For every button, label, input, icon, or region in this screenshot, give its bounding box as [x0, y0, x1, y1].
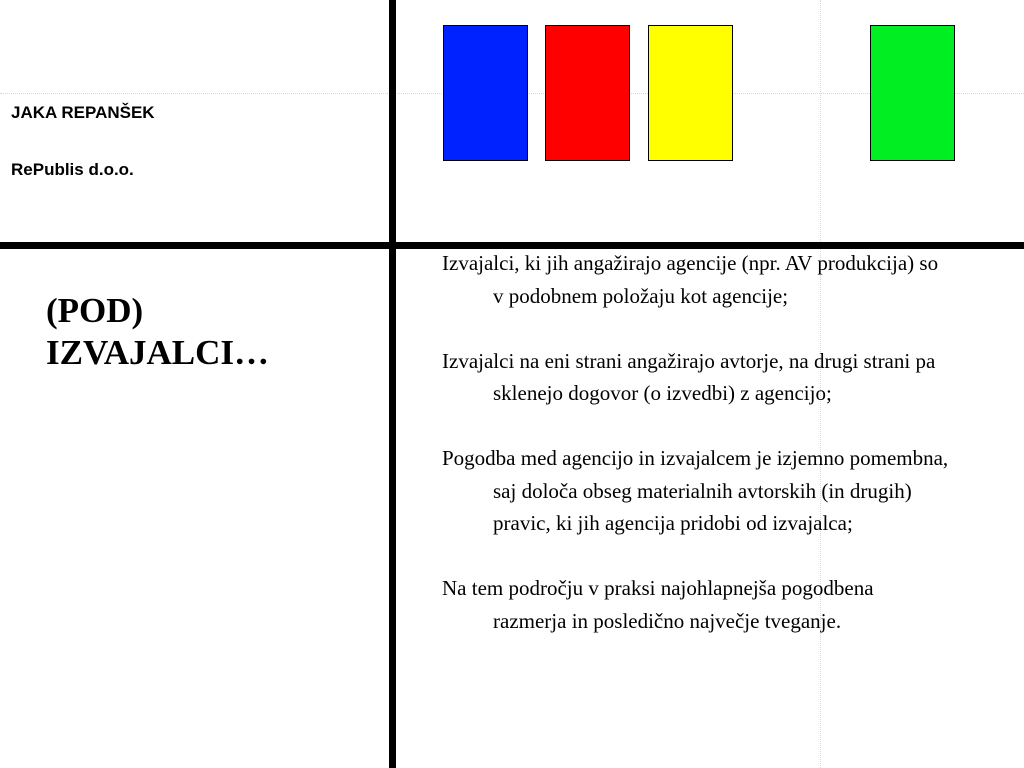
green-swatch — [870, 25, 955, 161]
author-name: JAKA REPANŠEK — [11, 103, 155, 122]
bullet-item: Izvajalci na eni strani angažirajo avtorje, na drugi strani pa sklenejo dogovor (o izvedbi) z agencijo; — [442, 348, 936, 405]
bullet-list — [442, 247, 952, 637]
slide-title-line-1: (POD) — [46, 291, 144, 330]
slide-title — [46, 290, 366, 374]
blue-swatch — [443, 25, 528, 161]
yellow-swatch — [648, 25, 733, 161]
red-swatch — [545, 25, 630, 161]
bullet-item: Izvajalci, ki jih angažirajo agencije (npr. AV produkcija) so v podobnem položaju kot agencije; — [442, 251, 939, 308]
vertical-divider — [389, 0, 396, 768]
bullet-item: Na tem področju v praksi najohlapnejša pogodbena razmerja in posledično največje tveganje. — [442, 576, 874, 633]
author-company: RePublis d.o.o. — [11, 160, 134, 179]
author-block — [11, 102, 155, 181]
slide-title-line-2: IZVAJALCI… — [46, 333, 270, 372]
bullet-item: Pogodba med agencijo in izvajalcem je izjemno pomembna, saj določa obseg materialnih avtorskih (in drugih) pravic, ki jih agencija pridobi od izvajalca; — [442, 446, 949, 535]
